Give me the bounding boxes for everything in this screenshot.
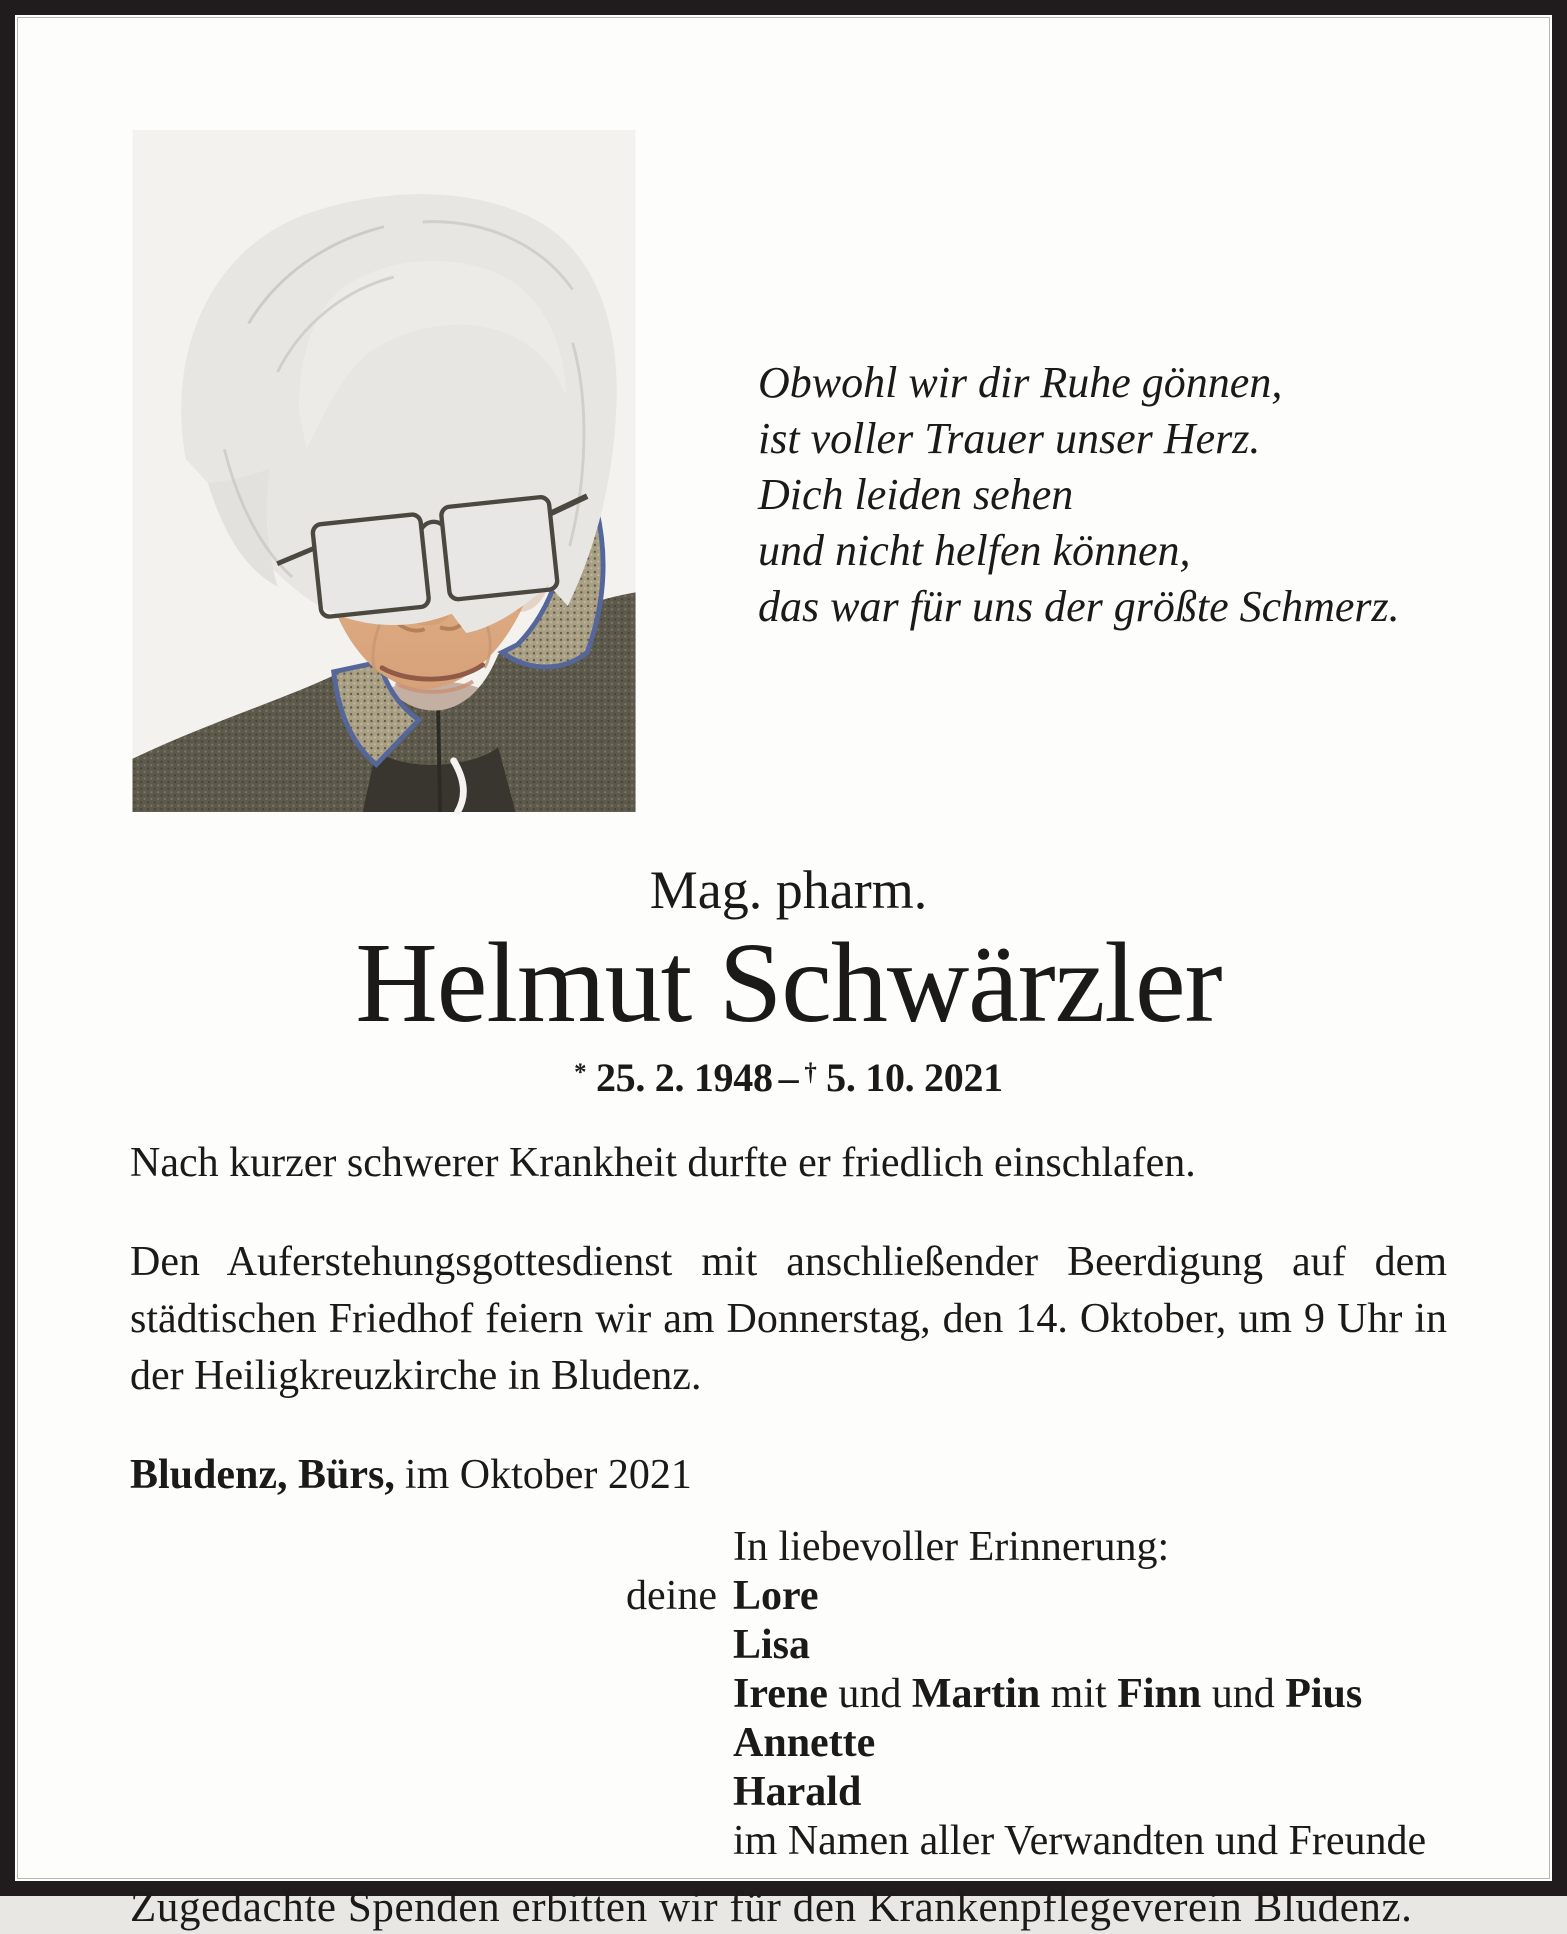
dateline-places: Bludenz, Bürs, — [130, 1451, 395, 1498]
mourner-name: Lore — [733, 1572, 819, 1619]
deceased-name: Helmut Schwärzler — [355, 918, 1222, 1046]
dates-separator: – — [778, 1054, 799, 1100]
portrait-photo — [130, 130, 638, 812]
memorial-heading: In liebevoller Erinnerung: — [733, 1523, 1170, 1570]
birth-star-symbol: * — [574, 1058, 587, 1086]
mourner-name: Pius — [1285, 1670, 1363, 1717]
mourner-text: und — [827, 1670, 912, 1717]
mourner-row — [733, 1719, 1447, 1768]
obituary-content — [15, 130, 1552, 1934]
mourner-name: Finn — [1117, 1670, 1202, 1717]
service-paragraph: Den Auferstehungsgottesdienst mit anschließender Beerdigung auf dem städtischen Friedhof feiern wir am Donnerstag, den 14. Oktober, um 9 Uhr in der Heiligkreuzkirche in Bludenz. — [130, 1238, 1447, 1399]
mourner-name: Harald — [733, 1768, 862, 1815]
poem-line: Obwohl wir dir Ruhe gönnen, — [758, 358, 1283, 407]
mourner-name: Martin — [911, 1670, 1041, 1717]
mourner-row — [733, 1621, 1447, 1670]
mourner-text: und — [1201, 1670, 1286, 1717]
mourner-name: Irene — [733, 1670, 828, 1717]
poem-line: ist voller Trauer unser Herz. — [758, 414, 1261, 463]
life-dates — [130, 1054, 1447, 1101]
mourner-name: Annette — [733, 1719, 876, 1766]
mourner-row — [733, 1670, 1447, 1719]
mourner-text: mit — [1040, 1670, 1118, 1717]
birth-date: 25. 2. 1948 — [595, 1054, 773, 1100]
announcement-paragraph: Nach kurzer schwerer Krankheit durfte er friedlich einschlafen. — [130, 1139, 1196, 1186]
poem-line: Dich leiden sehen — [758, 470, 1074, 519]
dateline-date: im Oktober 2021 — [404, 1451, 692, 1498]
poem-line: das war für uns der größte Schmerz. — [758, 582, 1400, 631]
poem-line: und nicht helfen können, — [758, 526, 1191, 575]
mourner-row — [626, 1572, 1447, 1621]
academic-title: Mag. pharm. — [649, 860, 928, 920]
mourner-text: im Namen aller Verwandten und Freunde — [733, 1817, 1427, 1864]
mourner-name: Lisa — [733, 1621, 811, 1668]
death-dagger-symbol: † — [804, 1058, 817, 1086]
mourner-rows — [626, 1572, 1447, 1866]
mourner-row — [733, 1817, 1447, 1866]
mourner-row — [733, 1768, 1447, 1817]
dateline — [130, 1447, 1447, 1504]
death-date: 5. 10. 2021 — [826, 1054, 1003, 1100]
donation-note: Zugedachte Spenden erbitten wir für den Krankenpflegeverein Bludenz. — [130, 1883, 1413, 1931]
photo-row — [130, 130, 1447, 812]
mourner-prefix: deine — [626, 1572, 717, 1619]
poem — [758, 355, 1400, 812]
